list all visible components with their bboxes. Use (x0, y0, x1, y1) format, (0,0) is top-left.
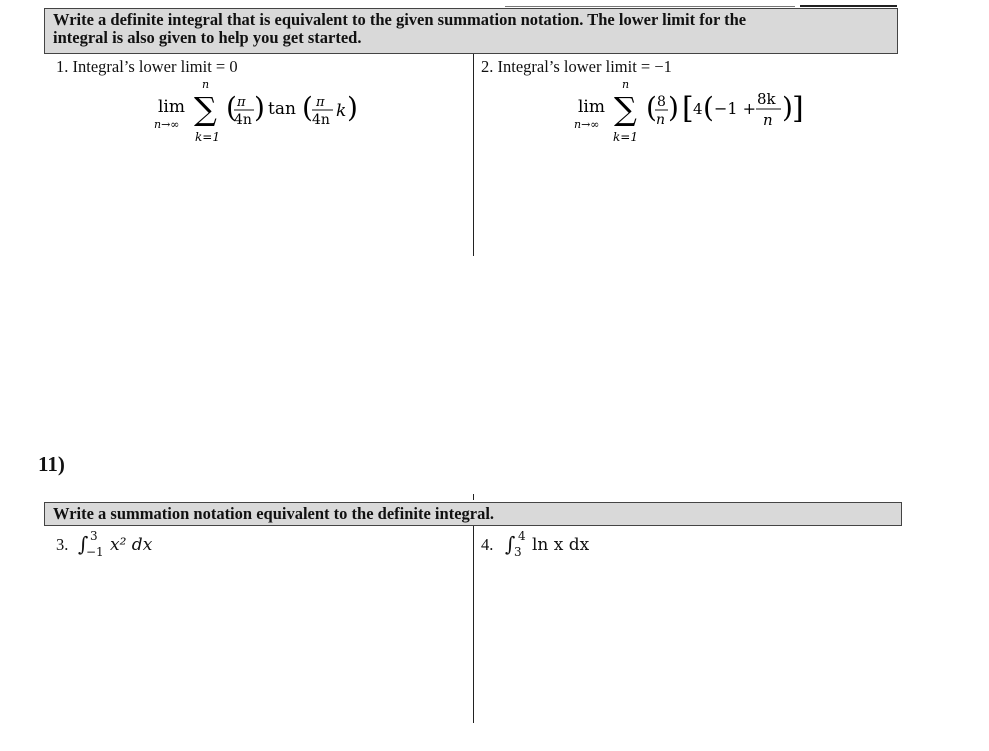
p1-paren-close: ) (254, 91, 265, 124)
section1-instructions (44, 8, 898, 54)
instruction-line: Write a summation notation equivalent to the definite integral. (53, 504, 495, 523)
instruction-line-2: integral is also given to help you get started. (53, 28, 362, 47)
problem3 (56, 530, 256, 560)
problem2-expression (570, 74, 820, 148)
p1-4n: 4n (234, 112, 252, 128)
p1-tan: tan (268, 99, 296, 119)
problem4-number: 4. (481, 535, 494, 554)
problem4-integrand: ln x dx (532, 535, 590, 555)
p2-8k: 8k (757, 90, 776, 108)
p1-lim-sub: n→∞ (154, 118, 180, 131)
p2-lim-sub: n→∞ (574, 118, 600, 131)
p2-paren-open: ( (646, 91, 657, 124)
p2-paren2-open: ( (703, 91, 714, 124)
p2-n: n (656, 112, 666, 128)
p2-paren-close: ) (668, 91, 679, 124)
column-divider-top (473, 54, 474, 256)
p1-sum-top: n (202, 78, 210, 91)
problem2-label: 2. Integral’s lower limit = −1 (481, 57, 672, 76)
p2-sigma: ∑ (614, 90, 637, 128)
instruction-line-1: Write a definite integral that is equivalent to the given summation notation. The lower limit for the (53, 10, 747, 29)
column-divider-bottom (473, 526, 474, 723)
p1-pi: π (237, 95, 246, 110)
p2-n2: n (763, 111, 773, 129)
p1-k: k (336, 101, 347, 121)
p2-paren2-close: ) (782, 91, 793, 124)
p2-sum-bottom: k=1 (613, 130, 638, 144)
p1-paren2-close: ) (347, 91, 358, 124)
section-number: 11) (38, 452, 65, 476)
p2-sum-top: n (622, 78, 630, 91)
integral-sign-icon: ∫ (505, 532, 516, 556)
problem4 (481, 530, 681, 560)
problem1-expression (150, 74, 380, 148)
problem3-lower-limit: −1 (86, 545, 104, 559)
p1-sigma: ∑ (194, 90, 217, 128)
p1-paren2-open: ( (302, 91, 313, 124)
problem3-integrand: x² dx (110, 535, 153, 555)
p2-lim: lim (578, 97, 605, 117)
problem1-label: 1. Integral’s lower limit = 0 (56, 57, 238, 76)
problem3-upper-limit: 3 (90, 529, 98, 543)
top-rule-left (505, 6, 795, 7)
integral-sign-icon: ∫ (78, 532, 89, 556)
p2-eight: 8 (657, 94, 666, 110)
p2-four: 4 (693, 100, 703, 118)
section2-instructions (44, 502, 902, 526)
p1-4n2: 4n (312, 112, 330, 128)
problem3-number: 3. (56, 535, 69, 554)
p1-pi2: π (316, 95, 325, 110)
problem4-upper-limit: 4 (518, 529, 526, 543)
p1-lim: lim (158, 97, 185, 117)
p2-minus-one-plus: −1 + (714, 99, 757, 118)
p2-bracket-open: [ (682, 91, 694, 126)
problem4-lower-limit: 3 (514, 545, 522, 559)
p1-paren-open: ( (226, 91, 237, 124)
p2-bracket-close: ] (792, 91, 804, 126)
p1-sum-bottom: k=1 (195, 130, 220, 144)
top-rule-right (800, 5, 897, 7)
divider-tick (473, 494, 474, 500)
